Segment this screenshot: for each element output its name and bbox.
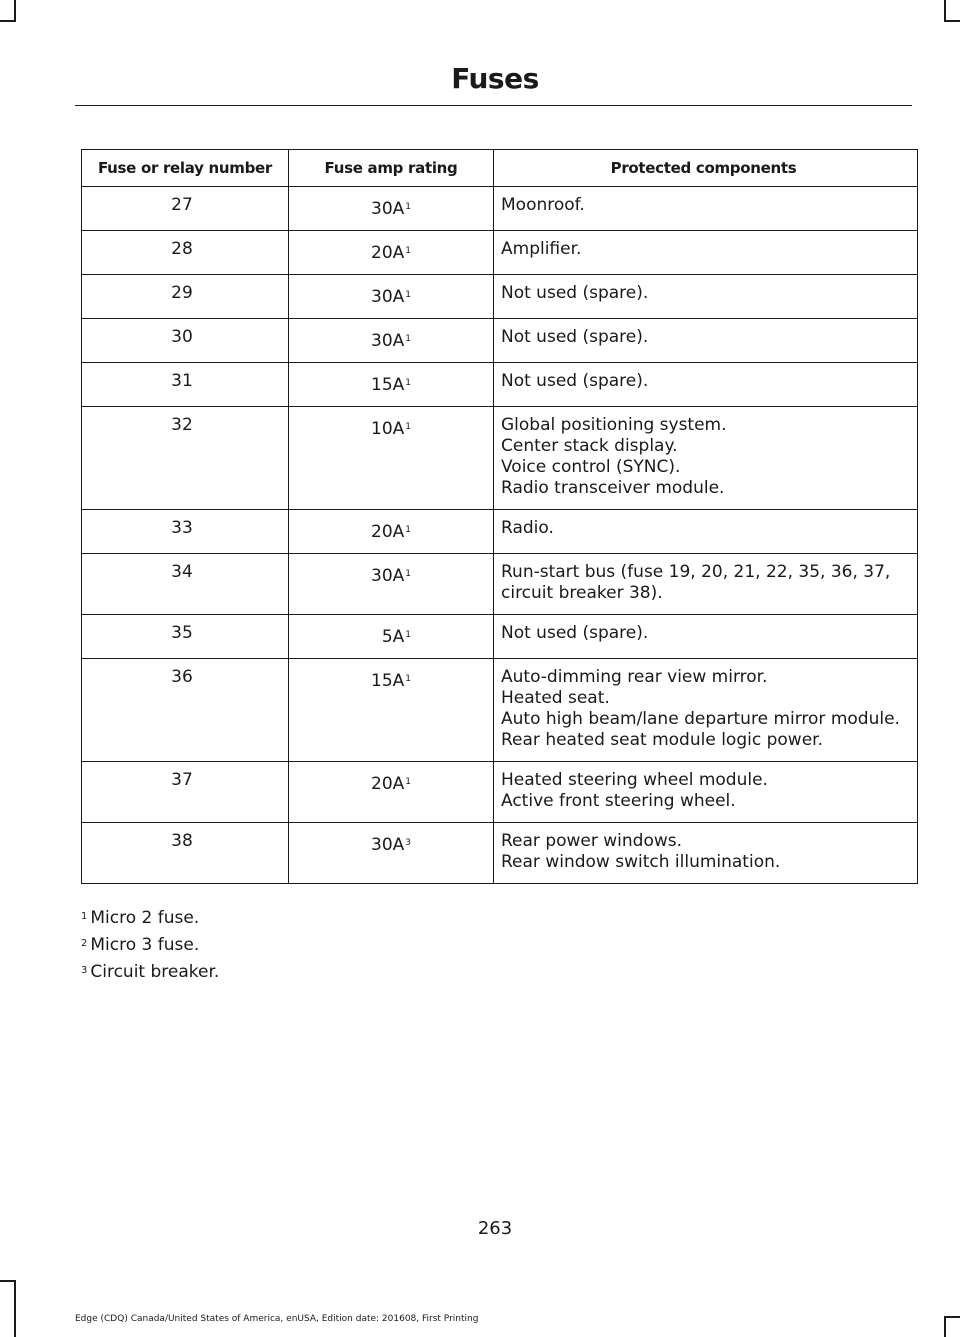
footnote-reference: 1 [405,525,411,535]
column-header-amp-rating: Fuse amp rating [289,150,494,187]
footnote-mark: 2 [81,938,88,949]
amp-rating: 30A [371,331,405,351]
amp-rating-cell [289,659,494,762]
fuse-number: 27 [82,187,289,231]
component-line: Radio transceiver module. [501,478,725,498]
crop-mark [0,20,16,22]
footnote-text: Micro 2 fuse. [90,908,200,928]
table-row [82,275,918,319]
footnote-reference: 1 [405,422,411,432]
component-line: Rear heated seat module logic power. [501,730,823,750]
fuse-number: 38 [82,823,289,884]
component-line: Not used (spare). [501,371,649,391]
footnote [81,959,219,986]
table-row [82,510,918,554]
protected-components [494,510,918,554]
amp-rating-cell [289,275,494,319]
footnote-reference: 1 [405,378,411,388]
component-line: Global positioning system. [501,415,727,435]
protected-components [494,187,918,231]
component-line: Not used (spare). [501,327,649,347]
protected-components [494,823,918,884]
component-line: Auto high beam/lane departure mirror module. [501,709,900,729]
amp-rating: 20A [371,243,405,263]
crop-mark [944,0,946,22]
fuse-number: 33 [82,510,289,554]
amp-rating-cell [289,554,494,615]
protected-components [494,319,918,363]
component-line: Heated steering wheel module. [501,770,768,790]
crop-mark [14,1280,16,1337]
amp-rating: 10A [371,419,405,439]
footnote-mark: 1 [81,911,88,922]
fuse-table [81,149,918,884]
component-line: Rear power windows. [501,831,683,851]
amp-rating: 20A [371,774,405,794]
column-header-protected-components: Protected components [494,150,918,187]
fuse-number: 37 [82,762,289,823]
amp-rating: 5A [381,627,405,647]
footnote-reference: 1 [405,246,411,256]
protected-components [494,275,918,319]
protected-components [494,762,918,823]
page-title: Fuses [451,62,539,95]
fuse-number: 36 [82,659,289,762]
amp-rating: 20A [371,522,405,542]
footnote-reference: 1 [405,202,411,212]
footnote-reference: 1 [405,290,411,300]
footnote-reference: 1 [405,777,411,787]
footnote-text: Micro 3 fuse. [90,935,200,955]
footnote-reference: 1 [405,674,411,684]
footnote-reference: 1 [405,334,411,344]
crop-mark [0,1280,16,1282]
fuse-number: 29 [82,275,289,319]
table-row [82,615,918,659]
table-row [82,823,918,884]
footnotes [81,905,219,986]
crop-mark [944,1316,960,1318]
fuse-number: 32 [82,407,289,510]
footnote-text: Circuit breaker. [90,962,220,982]
crop-mark [944,1316,946,1337]
amp-rating: 15A [371,375,405,395]
table-row [82,319,918,363]
amp-rating-cell [289,231,494,275]
column-header-fuse-number: Fuse or relay number [82,150,289,187]
amp-rating: 30A [371,566,405,586]
fuse-number: 35 [82,615,289,659]
component-line: Voice control (SYNC). [501,457,681,477]
table-row [82,231,918,275]
amp-rating-cell [289,762,494,823]
table-header-row [82,150,918,187]
fuse-number: 28 [82,231,289,275]
fuse-table-body [82,187,918,884]
component-line: Rear window switch illumination. [501,852,781,872]
fuse-number: 34 [82,554,289,615]
amp-rating: 30A [371,199,405,219]
amp-rating: 15A [371,671,405,691]
amp-rating-cell [289,510,494,554]
footnote [81,932,219,959]
protected-components [494,615,918,659]
component-line: Radio. [501,518,554,538]
amp-rating-cell [289,187,494,231]
footnote-reference: 1 [405,630,411,640]
component-line: Active front steering wheel. [501,791,736,811]
component-line: Amplifier. [501,239,582,259]
table-row [82,363,918,407]
crop-mark [14,0,16,22]
component-line: Run-start bus (fuse 19, 20, 21, 22, 35, 36, 37, circuit breaker 38). [501,562,891,603]
amp-rating: 30A [371,835,405,855]
fuse-number: 31 [82,363,289,407]
protected-components [494,554,918,615]
protected-components [494,407,918,510]
title-divider [75,105,912,106]
amp-rating: 30A [371,287,405,307]
edition-info: Edge (CDQ) Canada/United States of America, enUSA, Edition date: 201608, First Printing [75,1314,479,1324]
component-line: Auto-dimming rear view mirror. [501,667,768,687]
table-row [82,554,918,615]
amp-rating-cell [289,615,494,659]
table-row [82,659,918,762]
footnote-reference: 1 [405,569,411,579]
page-number: 263 [477,1218,513,1239]
protected-components [494,363,918,407]
footnote [81,905,219,932]
amp-rating-cell [289,319,494,363]
fuse-number: 30 [82,319,289,363]
footnote-mark: 3 [81,965,88,976]
amp-rating-cell [289,363,494,407]
component-line: Not used (spare). [501,623,649,643]
footnote-reference: 3 [405,838,411,848]
table-row [82,407,918,510]
protected-components [494,231,918,275]
amp-rating-cell [289,407,494,510]
component-line: Moonroof. [501,195,585,215]
table-row [82,187,918,231]
crop-mark [944,20,960,22]
amp-rating-cell [289,823,494,884]
protected-components [494,659,918,762]
component-line: Heated seat. [501,688,610,708]
table-row [82,762,918,823]
component-line: Center stack display. [501,436,678,456]
component-line: Not used (spare). [501,283,649,303]
